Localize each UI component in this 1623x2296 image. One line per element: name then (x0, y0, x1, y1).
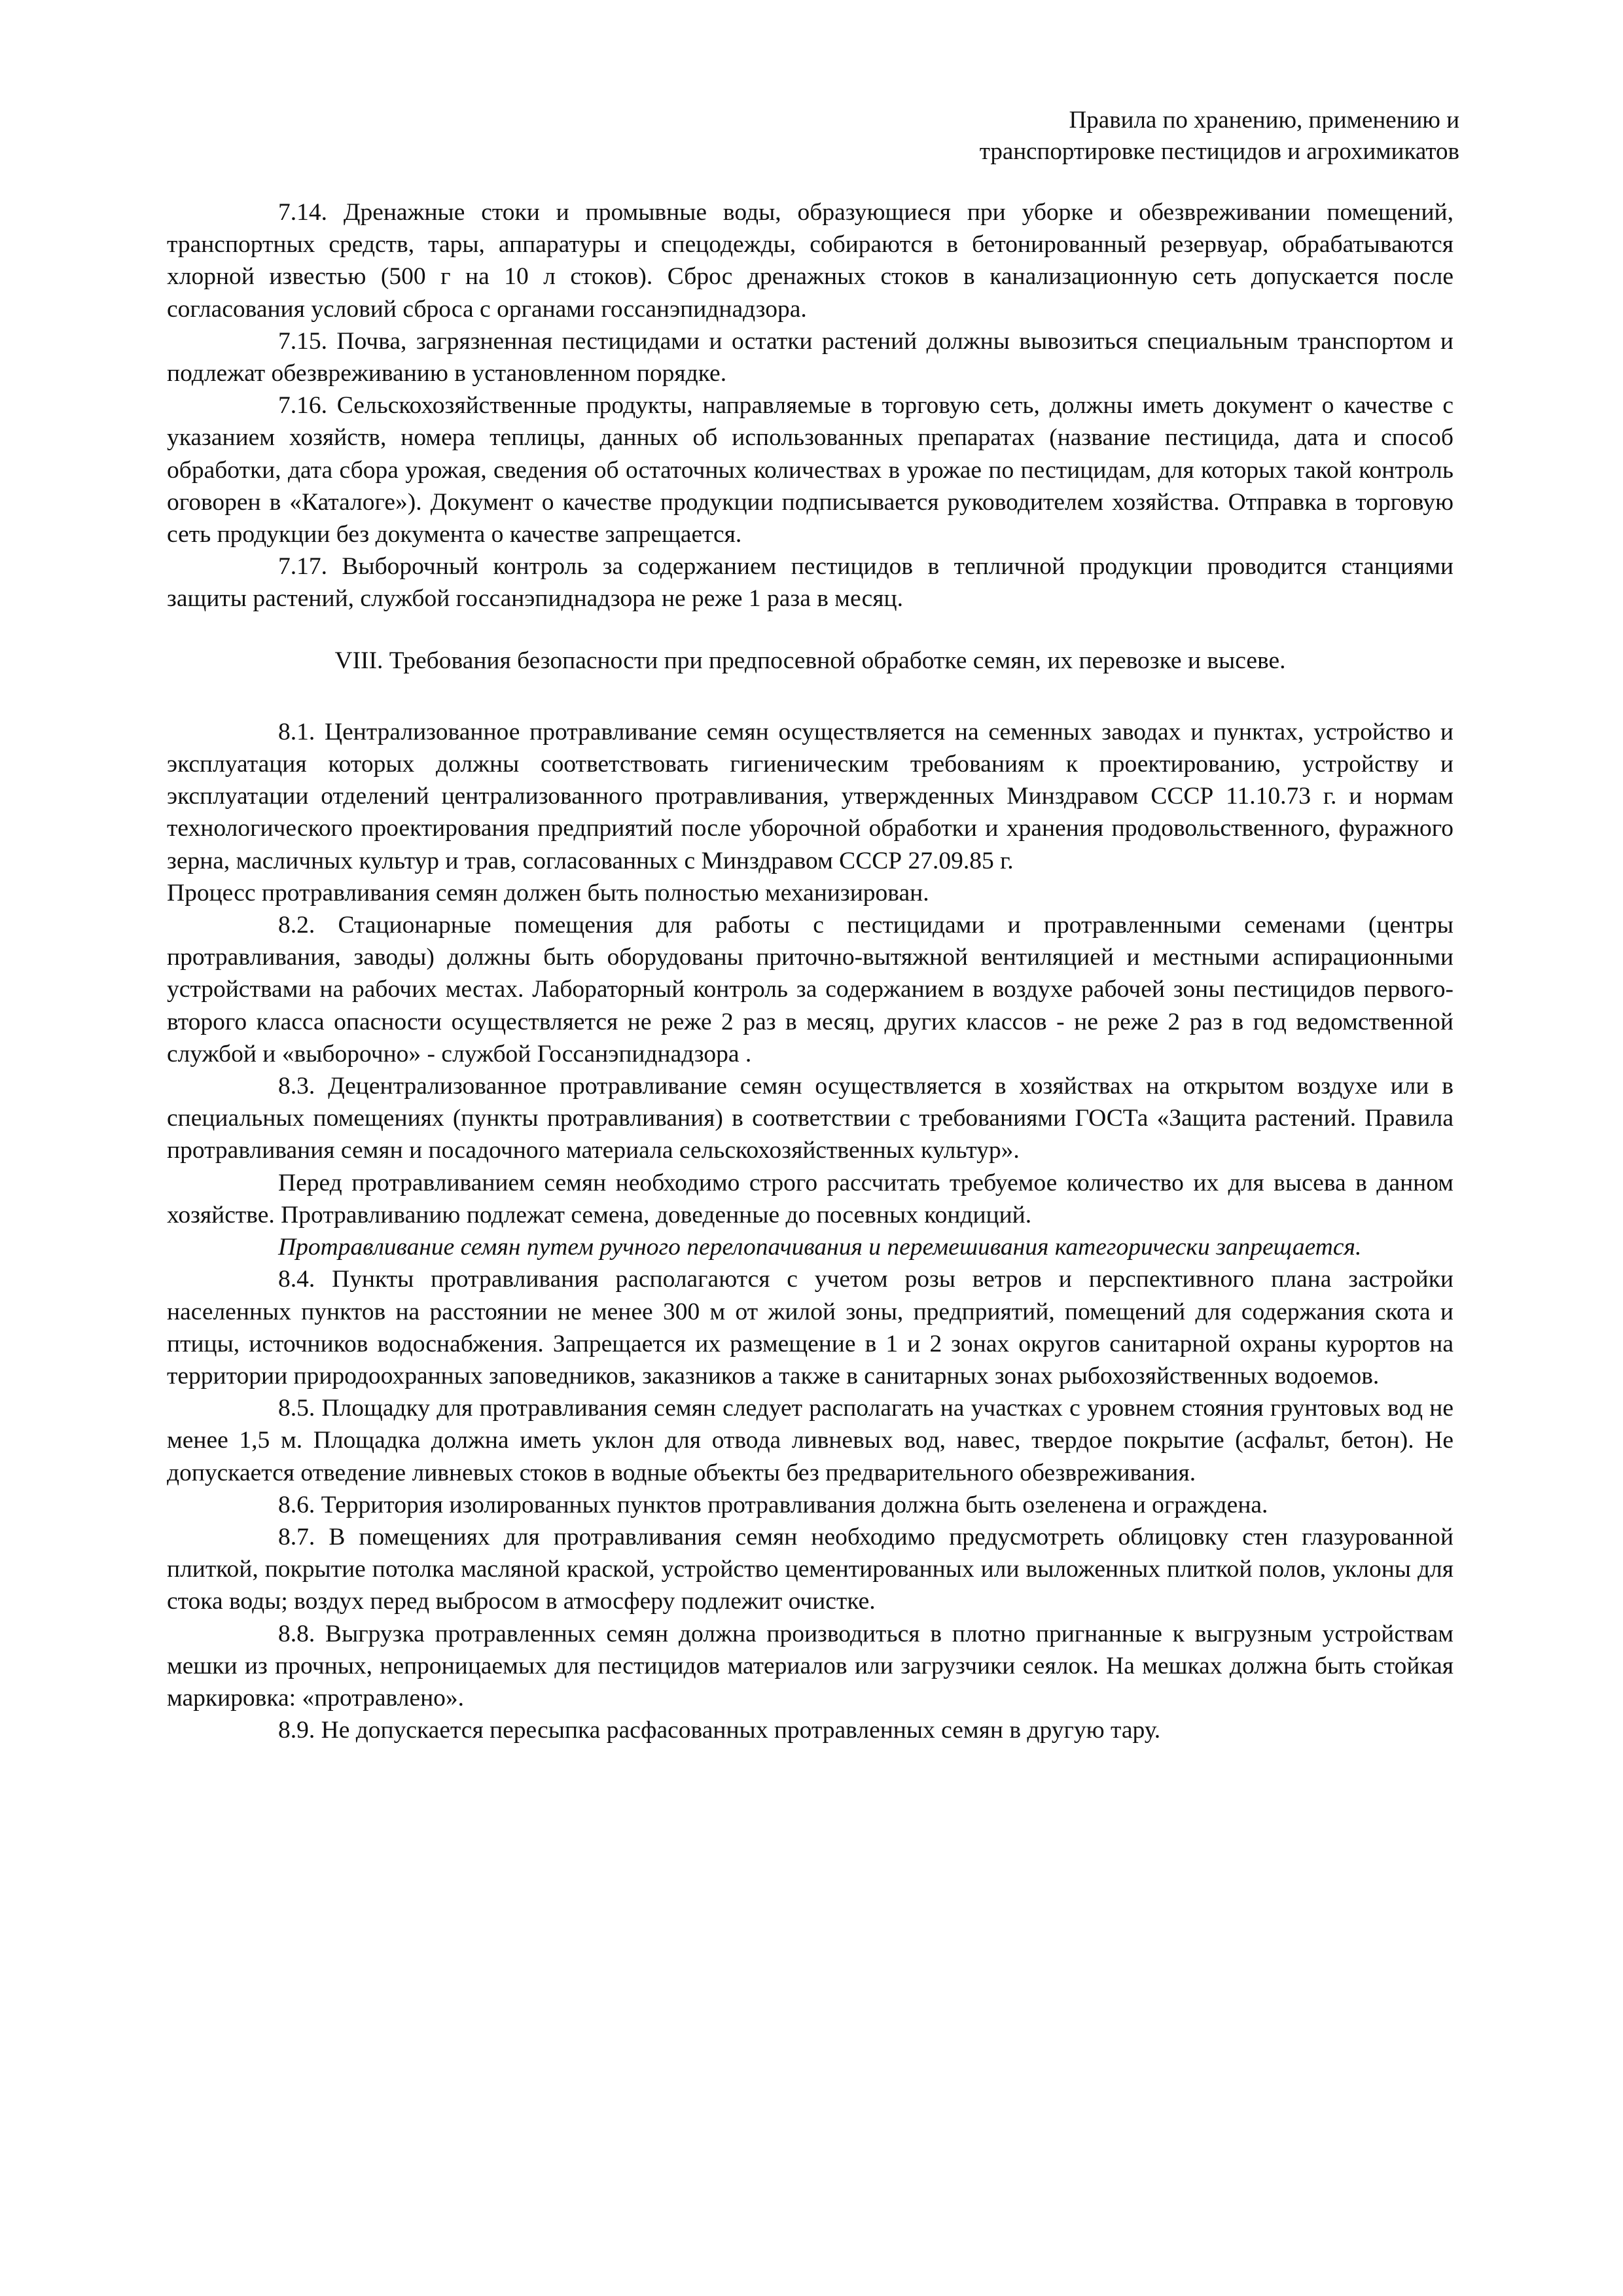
paragraph-8-3-prohibition: Протравливание семян путем ручного перелопачивания и перемешивания категорически запрещается. (278, 1234, 1362, 1261)
running-header-line-2: транспортировке пестицидов и агрохимикатов (979, 138, 1459, 165)
paragraph-8-1: 8.1. Централизованное протравливание семян осуществляется на семенных заводах и пунктах, устройство и эксплуатация которых должны соответствовать гигиеническим требованиям к проектированию, устройству и эксплуатации отделений централизованного протравливания, утвержденных Минздравом СССР 11.10.73 г. и нормам технологического проектирования предприятий после уборочной обработки и хранения продовольственного, фуражного зерна, масличных культур и трав, согласованных с Минздравом СССР 27.09.85 г. (167, 718, 1454, 874)
paragraph-8-3-calculation: Перед протравливанием семян необходимо строго рассчитать требуемое количество их для высева в данном хозяйстве. Протравливанию подлежат семена, доведенные до посевных кондиций. (167, 1169, 1454, 1229)
paragraph-8-9: 8.9. Не допускается пересыпка расфасованных протравленных семян в другую тару. (278, 1717, 1161, 1744)
paragraph-8-5: 8.5. Площадку для протравливания семян следует располагать на участках с уровнем стояния грунтовых вод не менее 1,5 м. Площадка должна иметь уклон для отвода ливневых вод, навес, твердое покрытие (асфальт, бетон). Не допускается отведение ливневых стоков в водные объекты без предварительного обезвреживания. (167, 1395, 1454, 1486)
paragraph-8-7: 8.7. В помещениях для протравливания семян необходимо предусмотреть облицовку стен глазурованной плиткой, покрытие потолка масляной краской, устройство цементированных или выложенных плиткой полов, уклоны для стока воды; воздух перед выбросом в атмосферу подлежит очистке. (167, 1523, 1454, 1615)
document-body (167, 196, 1454, 1746)
paragraph-8-6: 8.6. Территория изолированных пунктов протравливания должна быть озеленена и ограждена. (278, 1491, 1268, 1518)
paragraph-8-4: 8.4. Пункты протравливания располагаются с учетом розы ветров и перспективного плана застройки населенных пунктов на расстоянии не менее 300 м от жилой зоны, предприятий, помещений для содержания скота и птицы, источников водоснабжения. Запрещается их размещение в 1 и 2 зонах округов санитарной охраны курортов на территории природоохранных заповедников, заказников а также в санитарных зонах рыбохозяйственных водоемов. (167, 1266, 1454, 1390)
paragraph-7-17: 7.17. Выборочный контроль за содержанием пестицидов в тепличной продукции проводится станциями защиты растений, службой госсанэпиднадзора не реже 1 раза в месяц. (167, 553, 1454, 613)
paragraph-8-8: 8.8. Выгрузка протравленных семян должна производиться в плотно пригнанные к выгрузным устройствам мешки из прочных, непроницаемых для пестицидов материалов или загрузчики сеялок. На мешках должна быть стойкая маркировка: «протравлено». (167, 1620, 1454, 1712)
paragraph-8-2: 8.2. Стационарные помещения для работы с пестицидами и протравленными семенами (центры протравливания, заводы) должны быть оборудованы приточно-вытяжной вентиляцией и местными аспирационными устройствами на рабочих местах. Лабораторный контроль за содержанием в воздухе рабочей зоны пестицидов первого-второго класса опасности осуществляется не реже 2 раз в месяц, других классов - не реже 2 раз в год ведомственной службой и «выборочно» - службой Госсанэпиднадзора . (167, 912, 1454, 1067)
paragraph-7-16: 7.16. Сельскохозяйственные продукты, направляемые в торговую сеть, должны иметь документ о качестве с указанием хозяйств, номера теплицы, данных об использованных препаратах (название пестицида, дата и способ обработки, дата сбора урожая, сведения об остаточных количествах в урожае по пестицидам, для которых такой контроль оговорен в «Каталоге»). Документ о качестве продукции подписывается руководителем хозяйства. Отправка в торговую сеть продукции без документа о качестве запрещается. (167, 392, 1454, 548)
running-header-line-1: Правила по хранению, применению и (1069, 107, 1459, 134)
running-header (740, 105, 1459, 168)
paragraph-7-14: 7.14. Дренажные стоки и промывные воды, образующиеся при уборке и обезвреживании помещений, транспортных средств, тары, аппаратуры и спецодежды, собираются в бетонированный резервуар, обрабатываются хлорной известью (500 г на 10 л стоков). Сброс дренажных стоков в канализационную сеть допускается после согласования условий сброса с органами госсанэпиднадзора. (167, 199, 1454, 323)
section-heading-viii: VIII. Требования безопасности при предпосевной обработке семян, их перевозке и высеве. (334, 647, 1286, 674)
paragraph-8-1-continuation: Процесс протравливания семян должен быть полностью механизирован. (167, 879, 929, 906)
paragraph-8-3: 8.3. Децентрализованное протравливание семян осуществляется в хозяйствах на открытом воздухе или в специальных помещениях (пункты протравливания) в соответствии с требованиями ГОСТа «Защита растений. Правила протравливания семян и посадочного материала сельскохозяйственных культур». (167, 1073, 1454, 1164)
paragraph-7-15: 7.15. Почва, загрязненная пестицидами и остатки растений должны вывозиться специальным транспортом и подлежат обезвреживанию в установленном порядке. (167, 327, 1454, 387)
